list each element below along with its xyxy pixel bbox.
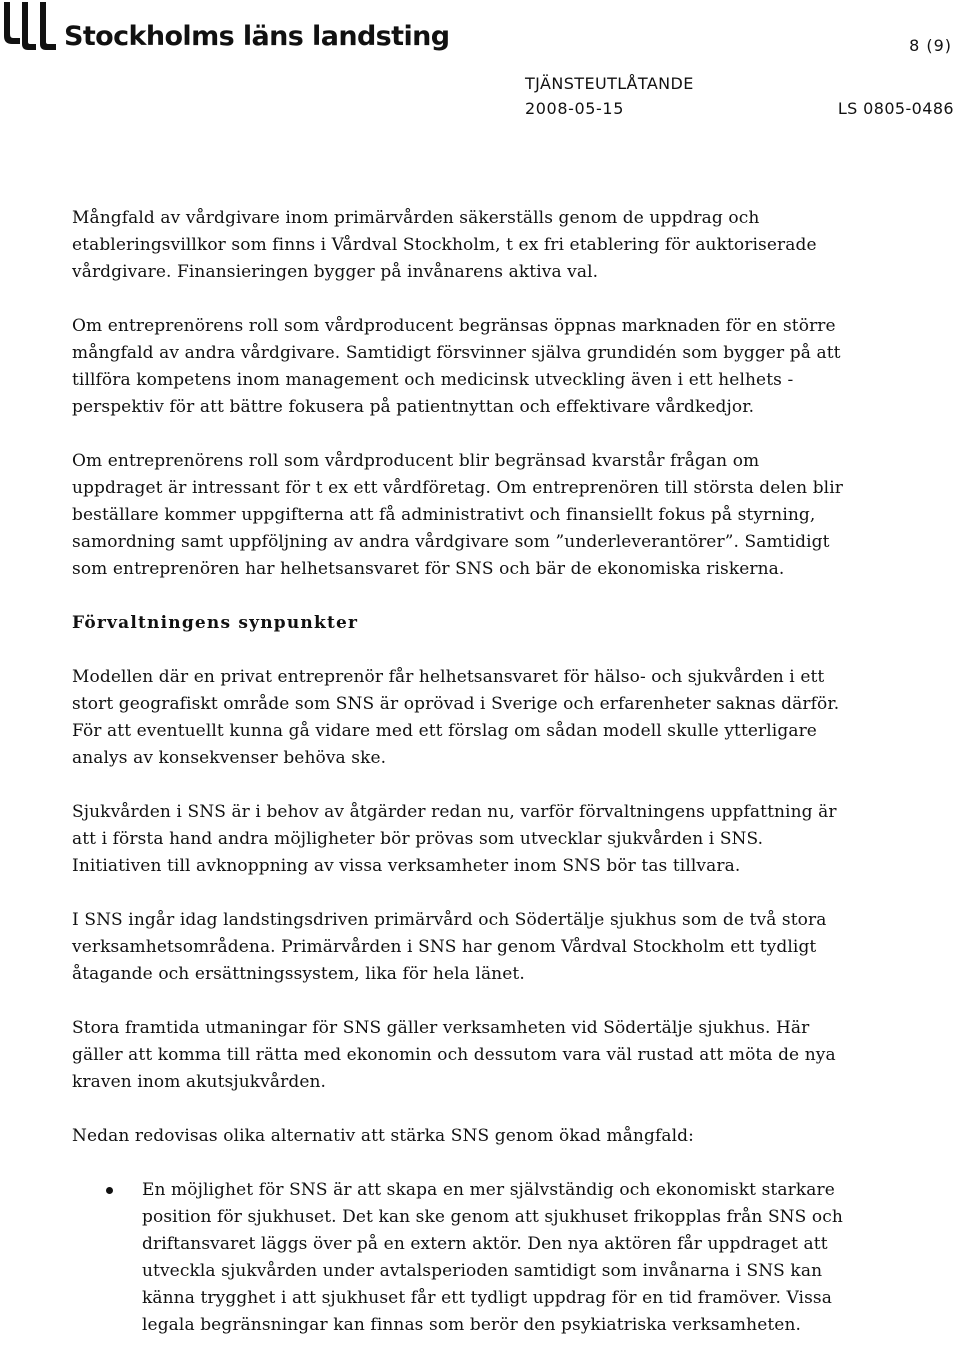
paragraph	[72, 448, 922, 583]
text-line: Initiativen till avknoppning av vissa verksamheter inom SNS bör tas tillvara.	[72, 856, 741, 876]
document-date: 2008-05-15	[525, 99, 624, 118]
text-line: utveckla sjukvården under avtalsperioden samtidigt som invånarna i SNS kan	[142, 1261, 823, 1281]
text-line: Sjukvården i SNS är i behov av åtgärder redan nu, varför förvaltningens uppfattning är	[72, 802, 837, 822]
document-type: TJÄNSTEUTLÅTANDE	[525, 74, 694, 93]
paragraph	[72, 664, 922, 772]
paragraph	[72, 313, 922, 421]
sll-logo-icon	[0, 2, 60, 56]
text-line: beställare kommer uppgifterna att få administrativt och finansiellt fokus på styrning,	[72, 505, 816, 525]
text-line: perspektiv för att bättre fokusera på patientnyttan och effektivare vårdkedjor.	[72, 397, 755, 417]
document-reference: LS 0805-0486	[837, 99, 954, 118]
text-line: För att eventuellt kunna gå vidare med ett förslag om sådan modell skulle ytterligare	[72, 721, 817, 741]
text-line: att i första hand andra möjligheter bör prövas som utvecklar sjukvården i SNS.	[72, 829, 764, 849]
text-line: tillföra kompetens inom management och medicinsk utveckling även i ett helhets -	[72, 370, 794, 390]
paragraph	[72, 205, 922, 286]
text-line: åtagande och ersättningssystem, lika för hela länet.	[72, 964, 525, 984]
section-heading: Förvaltningens synpunkter	[72, 613, 359, 633]
text-line: etableringsvillkor som finns i Vårdval Stockholm, t ex fri etablering för auktoriserade	[72, 235, 817, 255]
logo	[0, 0, 449, 58]
text-line: I SNS ingår idag landstingsdriven primärvård och Södertälje sjukhus som de två stora	[72, 910, 827, 930]
paragraph	[72, 907, 922, 988]
text-line: Om entreprenörens roll som vårdproducent begränsas öppnas marknaden för en större	[72, 316, 836, 336]
text-line: position för sjukhuset. Det kan ske genom att sjukhuset frikopplas från SNS och	[142, 1207, 843, 1227]
text-line: som entreprenören har helhetsansvaret för SNS och bär de ekonomiska riskerna.	[72, 559, 785, 579]
list-item	[72, 1177, 922, 1339]
paragraph	[72, 1015, 922, 1096]
text-line: gäller att komma till rätta med ekonomin och dessutom vara väl rustad att möta de nya	[72, 1045, 836, 1065]
paragraph	[72, 799, 922, 880]
paragraph	[72, 1123, 922, 1150]
bullet-icon	[106, 1187, 113, 1194]
logo-text: Stockholms läns landsting	[64, 20, 450, 52]
text-line: känna trygghet i att sjukhuset får ett tydligt uppdrag för en tid framöver. Vissa	[142, 1288, 832, 1308]
text-line: kraven inom akutsjukvården.	[72, 1072, 327, 1092]
bullet-list	[72, 1177, 922, 1339]
text-line: Mångfald av vårdgivare inom primärvården säkerställs genom de uppdrag och	[72, 208, 760, 228]
text-line: mångfald av andra vårdgivare. Samtidigt försvinner själva grundidén som bygger på att	[72, 343, 841, 363]
text-line: samordning samt uppföljning av andra vårdgivare som ”underleverantörer”. Samtidigt	[72, 532, 830, 552]
text-line: vårdgivare. Finansieringen bygger på invånarens aktiva val.	[72, 262, 599, 282]
text-line: Nedan redovisas olika alternativ att stärka SNS genom ökad mångfald:	[72, 1126, 694, 1146]
text-line: analys av konsekvenser behöva ske.	[72, 748, 387, 768]
text-line: driftansvaret läggs över på en extern aktör. Den nya aktören får uppdraget att	[142, 1234, 828, 1254]
page-number: 8 (9)	[909, 36, 952, 55]
text-line: uppdraget är intressant för t ex ett vårdföretag. Om entreprenören till största delen blir	[72, 478, 843, 498]
text-line: En möjlighet för SNS är att skapa en mer självständig och ekonomiskt starkare	[142, 1180, 835, 1200]
document-body	[72, 205, 922, 1339]
text-line: stort geografiskt område som SNS är oprövad i Sverige och erfarenheter saknas därför.	[72, 694, 840, 714]
text-line: verksamhetsområdena. Primärvården i SNS har genom Vårdval Stockholm ett tydligt	[72, 937, 817, 957]
text-line: Stora framtida utmaningar för SNS gäller verksamheten vid Södertälje sjukhus. Här	[72, 1018, 810, 1038]
text-line: legala begränsningar kan finnas som berör den psykiatriska verksamheten.	[142, 1315, 801, 1335]
text-line: Om entreprenörens roll som vårdproducent blir begränsad kvarstår frågan om	[72, 451, 760, 471]
text-line: Modellen där en privat entreprenör får helhetsansvaret för hälso- och sjukvården i ett	[72, 667, 825, 687]
